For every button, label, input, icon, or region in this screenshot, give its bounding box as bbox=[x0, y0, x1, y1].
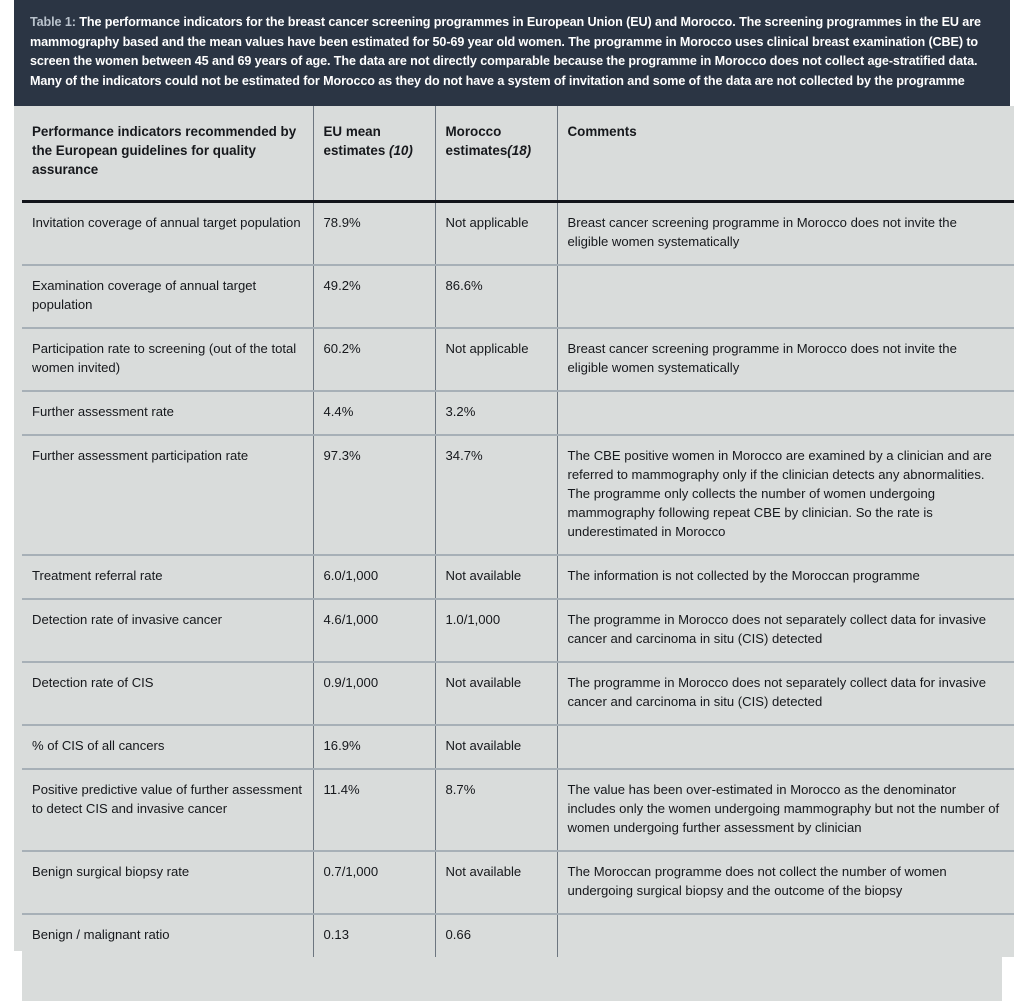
cell-eu-estimate: 60.2% bbox=[313, 328, 435, 391]
column-header-eu-estimates bbox=[313, 106, 435, 202]
cell-morocco-estimate: 3.2% bbox=[435, 391, 557, 435]
cell-comment bbox=[557, 725, 1014, 769]
column-header-morocco-estimates bbox=[435, 106, 557, 202]
column-header-morocco-text: Morocco estimates bbox=[445, 124, 508, 159]
cell-morocco-estimate: 1.0/1,000 bbox=[435, 599, 557, 662]
cell-comment: The Moroccan programme does not collect the number of women undergoing surgical biopsy and the outcome of the biopsy bbox=[557, 851, 1014, 914]
table-row bbox=[22, 555, 1014, 599]
cell-comment: The CBE positive women in Morocco are examined by a clinician and are referred to mammography only if the clinician detects any abnormalities. The programme only collects the number of women undergoing mammography following repeat CBE by clinician. So the rate is underestimated in Morocco bbox=[557, 435, 1014, 555]
cell-eu-estimate: 0.13 bbox=[313, 914, 435, 957]
table-row bbox=[22, 202, 1014, 265]
cell-indicator: Treatment referral rate bbox=[22, 555, 313, 599]
cell-indicator: Benign / malignant ratio bbox=[22, 914, 313, 957]
cell-eu-estimate: 78.9% bbox=[313, 202, 435, 265]
cell-eu-estimate: 4.4% bbox=[313, 391, 435, 435]
table-body bbox=[22, 202, 1014, 957]
cell-morocco-estimate: Not applicable bbox=[435, 202, 557, 265]
cell-eu-estimate: 4.6/1,000 bbox=[313, 599, 435, 662]
cell-indicator: % of CIS of all cancers bbox=[22, 725, 313, 769]
cell-indicator: Examination coverage of annual target population bbox=[22, 265, 313, 328]
table-row bbox=[22, 662, 1014, 725]
cell-eu-estimate: 49.2% bbox=[313, 265, 435, 328]
cell-indicator: Invitation coverage of annual target population bbox=[22, 202, 313, 265]
table-row bbox=[22, 599, 1014, 662]
cell-morocco-estimate: Not available bbox=[435, 662, 557, 725]
cell-comment: Breast cancer screening programme in Morocco does not invite the eligible women systematically bbox=[557, 328, 1014, 391]
cell-morocco-estimate: 8.7% bbox=[435, 769, 557, 851]
cell-comment: The information is not collected by the Moroccan programme bbox=[557, 555, 1014, 599]
cell-eu-estimate: 0.7/1,000 bbox=[313, 851, 435, 914]
cell-eu-estimate: 0.9/1,000 bbox=[313, 662, 435, 725]
cell-comment bbox=[557, 265, 1014, 328]
table-caption-text: The performance indicators for the breast cancer screening programmes in European Union (EU) and Morocco. The screening programmes in the EU are mammography based and the mean values have been estimated for 50-69 year old women. The programme in Morocco uses clinical breast examination (CBE) to screen the women between 45 and 69 years of age. The data are not directly comparable because the programme in Morocco does not collect age-stratified data. Many of the indicators could not be estimated for Morocco as they do not have a system of invitation and some of the data are not collected by the programme bbox=[30, 15, 981, 88]
cell-morocco-estimate: Not applicable bbox=[435, 328, 557, 391]
cell-indicator: Positive predictive value of further assessment to detect CIS and invasive cancer bbox=[22, 769, 313, 851]
column-header-morocco-reference: (18) bbox=[507, 143, 532, 159]
cell-morocco-estimate: 86.6% bbox=[435, 265, 557, 328]
table-row bbox=[22, 851, 1014, 914]
column-header-comments: Comments bbox=[557, 106, 1014, 202]
table-caption-label: Table 1: bbox=[30, 15, 76, 29]
cell-comment: The value has been over-estimated in Morocco as the denominator includes only the women undergoing mammography but not the number of women undergoing further assessment by clinician bbox=[557, 769, 1014, 851]
cell-indicator: Benign surgical biopsy rate bbox=[22, 851, 313, 914]
cell-comment: Breast cancer screening programme in Morocco does not invite the eligible women systematically bbox=[557, 202, 1014, 265]
cell-comment bbox=[557, 914, 1014, 957]
cell-comment bbox=[557, 391, 1014, 435]
table-row bbox=[22, 328, 1014, 391]
cell-eu-estimate: 16.9% bbox=[313, 725, 435, 769]
cell-indicator: Detection rate of invasive cancer bbox=[22, 599, 313, 662]
table-row bbox=[22, 391, 1014, 435]
table-header bbox=[22, 106, 1014, 202]
table-row bbox=[22, 769, 1014, 851]
table-row bbox=[22, 435, 1014, 555]
cell-indicator: Further assessment rate bbox=[22, 391, 313, 435]
cell-eu-estimate: 6.0/1,000 bbox=[313, 555, 435, 599]
cell-eu-estimate: 97.3% bbox=[313, 435, 435, 555]
performance-indicators-table bbox=[22, 106, 1014, 957]
table-row bbox=[22, 914, 1014, 957]
table-container bbox=[14, 106, 1010, 951]
column-header-indicator: Performance indicators recommended by the European guidelines for quality assurance bbox=[22, 106, 313, 202]
cell-morocco-estimate: 34.7% bbox=[435, 435, 557, 555]
cell-comment: The programme in Morocco does not separately collect data for invasive cancer and carcinoma in situ (CIS) detected bbox=[557, 599, 1014, 662]
cell-comment: The programme in Morocco does not separately collect data for invasive cancer and carcinoma in situ (CIS) detected bbox=[557, 662, 1014, 725]
cell-eu-estimate: 11.4% bbox=[313, 769, 435, 851]
column-header-eu-text: EU mean estimates bbox=[323, 124, 390, 159]
table-caption-banner bbox=[14, 0, 1010, 106]
cell-indicator: Participation rate to screening (out of the total women invited) bbox=[22, 328, 313, 391]
table-row bbox=[22, 725, 1014, 769]
cell-morocco-estimate: Not available bbox=[435, 851, 557, 914]
cell-indicator: Further assessment participation rate bbox=[22, 435, 313, 555]
cell-morocco-estimate: Not available bbox=[435, 725, 557, 769]
table-row bbox=[22, 265, 1014, 328]
cell-indicator: Detection rate of CIS bbox=[22, 662, 313, 725]
cell-morocco-estimate: 0.66 bbox=[435, 914, 557, 957]
table-header-row bbox=[22, 106, 1014, 202]
column-header-eu-reference: (10) bbox=[389, 143, 413, 159]
cell-morocco-estimate: Not available bbox=[435, 555, 557, 599]
